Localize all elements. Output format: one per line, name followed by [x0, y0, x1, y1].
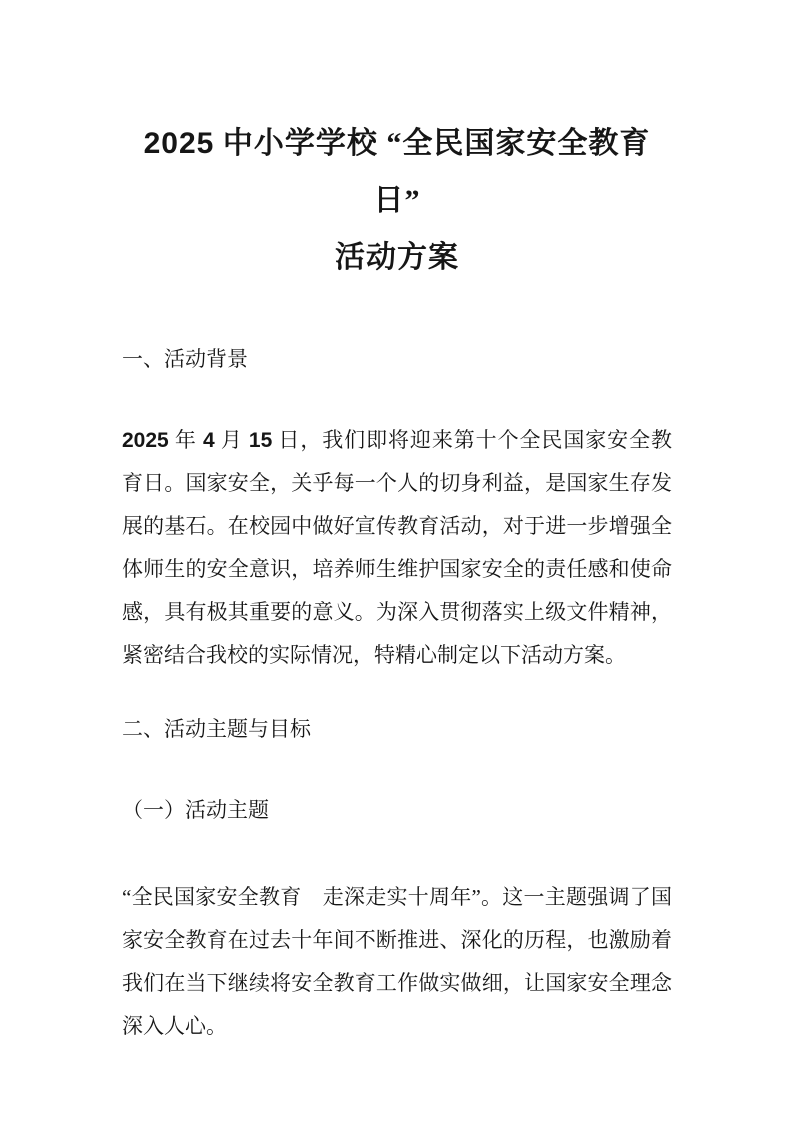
paragraph-line: 感，具有极其重要的意义。为深入贯彻落实上级文件精神，: [122, 600, 672, 624]
paragraph-line: 育日。国家安全，关乎每一个人的切身利益，是国家生存发: [122, 471, 672, 495]
paragraph-line: 家安全教育在过去十年间不断推进、深化的历程，也激励着: [122, 928, 672, 952]
paragraph-activity-background: [122, 419, 672, 677]
title-line-1: 2025 中小学学校 “全民国家安全教育日”: [143, 127, 651, 217]
paragraph-line: “全民国家安全教育 走深走实十周年”。这一主题强调了国: [122, 885, 672, 909]
paragraph-line: 2025 年 4 月 15 日，我们即将迎来第十个全民国家安全教: [122, 428, 673, 452]
paragraph-line: 体师生的安全意识，培养师生维护国家安全的责任感和使命: [122, 557, 672, 581]
section-heading-theme-and-goals: 二、活动主题与目标: [122, 717, 311, 741]
paragraph-activity-theme: [122, 876, 672, 1048]
title-line-2: 活动方案: [335, 241, 459, 274]
paragraph-line: 展的基石。在校园中做好宣传教育活动，对于进一步增强全: [122, 514, 672, 538]
paragraph-line: 我们在当下继续将安全教育工作做实做细，让国家安全理念: [122, 971, 672, 995]
paragraph-line: 紧密结合我校的实际情况，特精心制定以下活动方案。: [122, 643, 626, 667]
document-title: [122, 115, 672, 286]
subsection-heading-activity-theme: （一）活动主题: [122, 798, 269, 822]
paragraph-line: 深入人心。: [122, 1014, 227, 1038]
section-heading-activity-background: 一、活动背景: [122, 347, 248, 371]
